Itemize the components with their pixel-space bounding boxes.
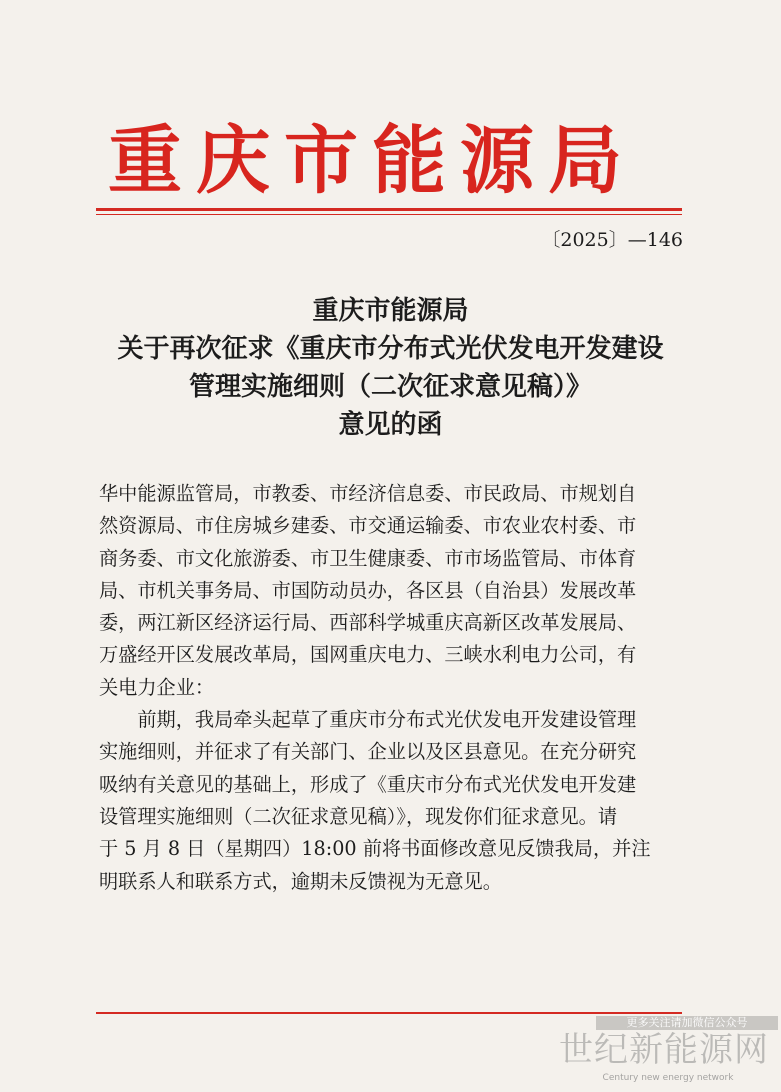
watermark-english: Century new energy network <box>602 1073 734 1083</box>
heading-line: 关于再次征求《重庆市分布式光伏发电开发建设 <box>117 334 664 364</box>
document-number: 〔2025〕—146 <box>541 229 683 251</box>
footer-red-rule <box>96 1012 682 1014</box>
body-line: 明联系人和联系方式，逾期未反馈视为无意见。 <box>99 869 502 893</box>
watermark-logo-text: 世纪新能源网 <box>559 1030 769 1070</box>
red-rule-thick <box>96 208 682 211</box>
body-line: 吸纳有关意见的基础上，形成了《重庆市分布式光伏发电开发建 <box>99 772 637 796</box>
red-rule-thin <box>96 214 682 215</box>
body-line: 实施细则，并征求了有关部门、企业以及区县意见。在充分研究 <box>99 740 637 764</box>
body-line: 华中能源监管局，市教委、市经济信息委、市民政局、市规划自 <box>99 482 637 505</box>
heading-line: 重庆市能源局 <box>312 296 469 326</box>
heading-line: 管理实施细则（二次征求意见稿）》 <box>188 372 592 402</box>
body-line: 设管理实施细则（二次征求意见稿）》，现发你们征求意见。请 <box>99 804 618 828</box>
heading-line: 意见的函 <box>338 410 443 440</box>
body-line: 然资源局、市住房城乡建委、市交通运输委、市农业农村委、市 <box>99 514 637 538</box>
document-heading <box>60 292 721 444</box>
body-line: 商务委、市文化旅游委、市卫生健康委、市市场监管局、市体育 <box>99 546 637 570</box>
body-line: 万盛经开区发展改革局，国网重庆电力、三峡水利电力公司，有 <box>99 643 637 667</box>
body-line: 局、市机关事务局、市国防动员办，各区县（自治县）发展改革 <box>99 578 637 602</box>
body-text <box>99 478 691 898</box>
body-line: 委，两江新区经济运行局、西部科学城重庆高新区改革发展局、 <box>99 611 637 635</box>
body-line: 前期，我局牵头起草了重庆市分布式光伏发电开发建设管理 <box>99 708 637 732</box>
watermark-caption: 更多关注请加微信公众号 <box>596 1016 778 1030</box>
body-line: 于 5 月 8 日（星期四）18:00 前将书面修改意见反馈我局，并注 <box>99 837 651 861</box>
body-line: 关电力企业： <box>99 675 215 699</box>
agency-title: 重庆市能源局 <box>108 118 636 204</box>
